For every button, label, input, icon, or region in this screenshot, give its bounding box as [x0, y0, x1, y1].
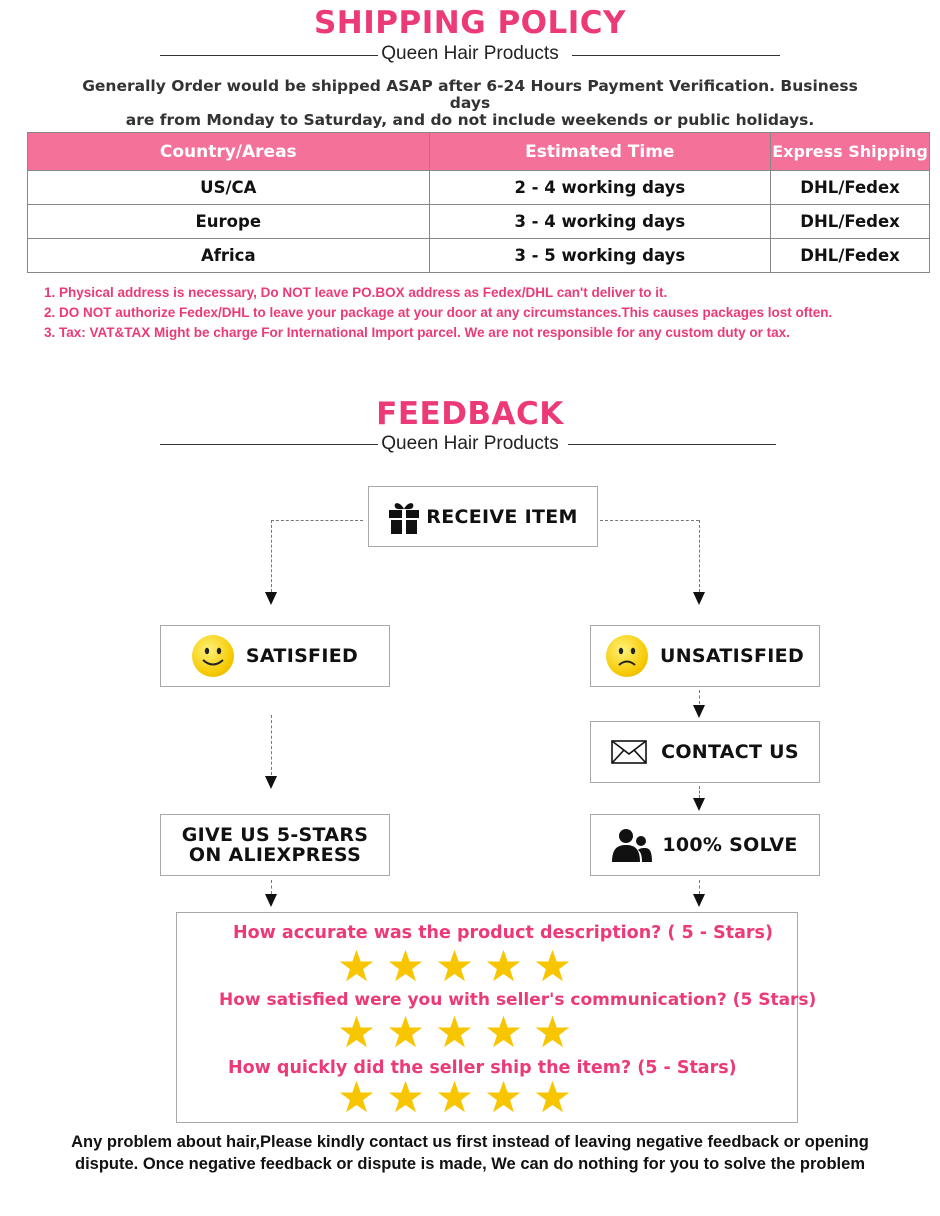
- give-stars-line-1: GIVE US 5-STARS: [181, 824, 369, 846]
- star-icon: [437, 1080, 472, 1113]
- solve-label: 100% SOLVE: [662, 834, 798, 856]
- star-icon: [486, 1080, 521, 1113]
- give-stars-line-2: ON ALIEXPRESS: [188, 844, 362, 866]
- cell-country: Africa: [28, 239, 430, 273]
- question-2: How satisfied were you with seller's communication? (5 Stars): [219, 990, 817, 1010]
- feedback-subtitle: Queen Hair Products: [381, 433, 559, 454]
- unsatisfied-box: [590, 625, 820, 687]
- shipping-intro: [60, 78, 880, 129]
- star-icon: [339, 949, 374, 982]
- star-icon: [535, 949, 570, 982]
- connector-line: [271, 520, 363, 521]
- gift-icon: [388, 500, 420, 534]
- cell-express: DHL/Fedex: [771, 171, 930, 205]
- star-icon: [388, 1015, 423, 1048]
- question-3: How quickly did the seller ship the item? (5 - Stars): [228, 1058, 737, 1078]
- arrow-down-icon: [265, 592, 277, 605]
- shipping-table: [27, 132, 930, 273]
- cell-time: 3 - 5 working days: [429, 239, 771, 273]
- shipping-subtitle: Queen Hair Products: [381, 43, 559, 64]
- intro-line-2: are from Monday to Saturday, and do not include weekends or public holidays.: [125, 111, 815, 129]
- star-icon: [388, 949, 423, 982]
- header-time: Estimated Time: [429, 133, 771, 171]
- arrow-down-icon: [693, 592, 705, 605]
- satisfied-box: [160, 625, 390, 687]
- table-row: [28, 205, 930, 239]
- arrow-down-icon: [693, 798, 705, 811]
- header-express: Express Shipping: [771, 133, 930, 171]
- sad-face-icon: [606, 635, 648, 677]
- cell-time: 2 - 4 working days: [429, 171, 771, 205]
- connector-line: [699, 786, 700, 798]
- table-row: [28, 239, 930, 273]
- connector-line: [600, 520, 699, 521]
- rating-stars: [339, 1080, 570, 1113]
- satisfied-label: SATISFIED: [245, 645, 359, 667]
- contact-us-label: CONTACT US: [661, 741, 799, 763]
- rating-stars: [339, 1015, 570, 1048]
- receive-item-box: [368, 486, 598, 547]
- rating-stars: [339, 949, 570, 982]
- divider-right: [568, 444, 776, 445]
- star-icon: [535, 1015, 570, 1048]
- note-1: 1. Physical address is necessary, Do NOT leave PO.BOX address as Fedex/DHL can't deliver to it.: [44, 285, 668, 300]
- happy-face-icon: [192, 635, 234, 677]
- connector-line: [271, 880, 272, 894]
- arrow-down-icon: [693, 894, 705, 907]
- star-icon: [437, 1015, 472, 1048]
- header-country: Country/Areas: [28, 133, 430, 171]
- cell-time: 3 - 4 working days: [429, 205, 771, 239]
- star-icon: [535, 1080, 570, 1113]
- solve-box: [590, 814, 820, 876]
- shipping-title: SHIPPING POLICY: [313, 5, 627, 41]
- unsatisfied-label: UNSATISFIED: [659, 645, 805, 667]
- connector-line: [271, 715, 272, 775]
- connector-line: [699, 520, 700, 592]
- star-icon: [486, 1015, 521, 1048]
- connector-line: [271, 520, 272, 592]
- footer-line-2: dispute. Once negative feedback or dispute is made, We can do nothing for you to solve the problem: [75, 1155, 865, 1173]
- cell-country: US/CA: [28, 171, 430, 205]
- give-stars-box: [160, 814, 390, 876]
- star-icon: [339, 1080, 374, 1113]
- people-icon: [612, 828, 652, 862]
- footer-line-1: Any problem about hair,Please kindly contact us first instead of leaving negative feedback or opening: [71, 1133, 869, 1151]
- intro-line-1: Generally Order would be shipped ASAP after 6-24 Hours Payment Verification. Business days: [82, 77, 858, 112]
- feedback-title: FEEDBACK: [376, 396, 564, 432]
- star-icon: [486, 949, 521, 982]
- note-2: 2. DO NOT authorize Fedex/DHL to leave your package at your door at any circumstances.This causes packages lost often.: [44, 305, 833, 320]
- connector-line: [699, 880, 700, 894]
- star-icon: [437, 949, 472, 982]
- arrow-down-icon: [265, 776, 277, 789]
- note-3: 3. Tax: VAT&TAX Might be charge For International Import parcel. We are not responsible for any custom duty or tax.: [44, 325, 790, 340]
- arrow-down-icon: [693, 705, 705, 718]
- star-icon: [388, 1080, 423, 1113]
- table-header-row: [28, 133, 930, 171]
- contact-us-box: [590, 721, 820, 783]
- question-1: How accurate was the product description? ( 5 - Stars): [233, 923, 773, 943]
- footer-text: [20, 1131, 920, 1175]
- cell-express: DHL/Fedex: [771, 205, 930, 239]
- cell-country: Europe: [28, 205, 430, 239]
- receive-item-label: RECEIVE ITEM: [426, 505, 578, 528]
- cell-express: DHL/Fedex: [771, 239, 930, 273]
- divider-right: [572, 55, 780, 56]
- envelope-icon: [611, 740, 647, 764]
- table-row: [28, 171, 930, 205]
- connector-line: [699, 690, 700, 704]
- star-icon: [339, 1015, 374, 1048]
- arrow-down-icon: [265, 894, 277, 907]
